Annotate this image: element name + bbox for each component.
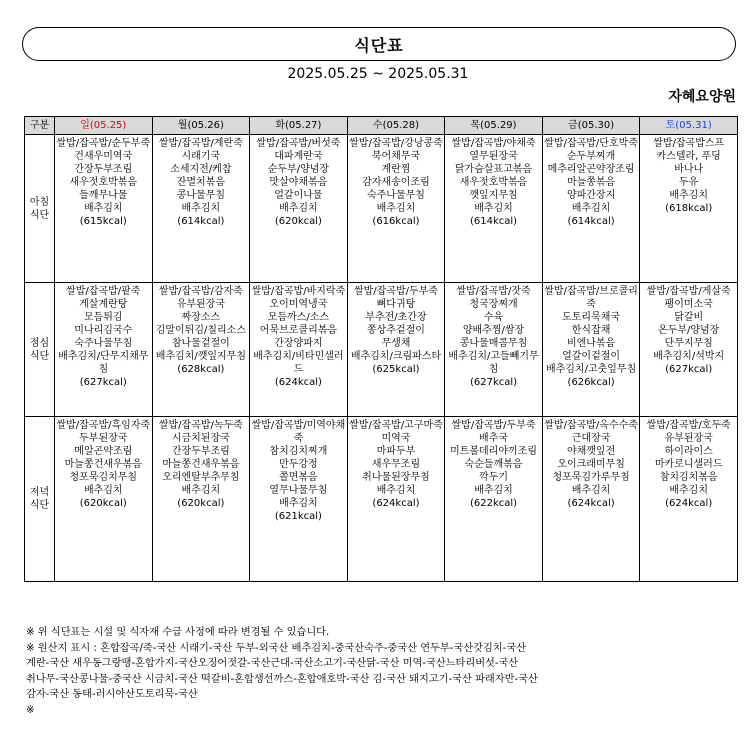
menu-item: 양배추찜/쌈장 xyxy=(462,325,525,336)
menu-item: 맛살야채볶음 xyxy=(269,177,328,188)
menu-item: 배추김치/석박지 xyxy=(653,351,725,362)
menu-item: 도토리묵채국 xyxy=(562,312,621,323)
menu-item: 모듬까스/소스 xyxy=(267,312,330,323)
menu-item: 청포묵김가루무침 xyxy=(552,472,630,483)
menu-item: 배추김치 xyxy=(376,485,416,496)
menu-cell xyxy=(152,417,250,582)
menu-item: (627kcal) xyxy=(665,364,713,375)
menu-item: 순두부/양념장 xyxy=(267,164,330,175)
menu-item: 한식잡채 xyxy=(571,325,611,336)
menu-item: 시금치된장국 xyxy=(171,433,230,444)
menu-item: 콩나물무침 xyxy=(176,190,225,201)
menu-item: 쌀밥/잡곡밥/옥수수죽 xyxy=(544,420,638,431)
note-line: 취나무-국산콩나물-중국산 시금치-국산 떡갈비-혼합생선까스-혼합애호박-국산 김-국산 돼지고기-국산 파래자반-국산 xyxy=(26,673,538,685)
meal-plan-table xyxy=(24,116,738,582)
menu-item: 어묵브로콜리볶음 xyxy=(259,325,338,336)
menu-item: 오리엔탈부추무침 xyxy=(162,472,240,483)
menu-item: 모듬튀김 xyxy=(83,312,123,323)
menu-item: (624kcal) xyxy=(665,498,713,509)
menu-item: 깻잎지무침 xyxy=(469,190,518,201)
menu-item: 단무지무침 xyxy=(664,338,713,349)
menu-item: 배추김치 xyxy=(669,485,708,496)
menu-item: 쌀밥/잡곡밥/순두부죽 xyxy=(56,138,151,149)
corner-header: 구분 xyxy=(25,117,55,135)
menu-cell xyxy=(445,417,543,582)
menu-item: 소세지전/케찹 xyxy=(170,164,232,175)
menu-item: 배추김치 xyxy=(279,203,318,214)
menu-item: 두부된장국 xyxy=(79,433,128,444)
menu-item: (621kcal) xyxy=(274,511,322,522)
menu-item: 오이미역냉국 xyxy=(269,299,328,310)
menu-item: 마늘쫑볶음 xyxy=(566,177,616,188)
menu-item: 쌀밥/잡곡밥/잣죽 xyxy=(456,286,531,297)
menu-item: 배추김치 xyxy=(571,203,611,214)
menu-cell xyxy=(152,283,250,417)
menu-item: 하이라이스 xyxy=(664,446,713,457)
meal-row xyxy=(25,135,738,283)
menu-item: (616kcal) xyxy=(372,216,420,227)
note-line: ※ 위 식단표는 시설 및 식자재 수급 사정에 따라 변경될 수 있습니다. xyxy=(26,627,330,638)
menu-cell xyxy=(250,135,348,283)
menu-item: 배추국 xyxy=(479,433,509,444)
day-header: 월(05.26) xyxy=(152,117,250,135)
menu-item: (626kcal) xyxy=(567,377,615,388)
table-header-row xyxy=(25,117,738,135)
menu-cell xyxy=(347,135,445,283)
menu-item: 쌀밥/잡곡밥/계란죽 xyxy=(158,138,243,149)
menu-item: 쌀밥/잡곡밥/강낭콩죽 xyxy=(349,138,443,149)
menu-item: 참나물겉절이 xyxy=(171,338,230,349)
menu-item: 취나물된장무침 xyxy=(362,472,430,483)
note-line: ※ 원산지 표시 : 혼합잡곡/죽-국산 시래기-국산 두부-외국산 배추김치-중국산숙주-중국산 연두부-국산갓김치-국산 xyxy=(26,642,527,654)
menu-item: 쌀밥/잡곡밥/미역야채죽 xyxy=(251,420,346,444)
menu-item: 배추김치/고들빼기무침 xyxy=(448,351,539,375)
menu-item: (625kcal) xyxy=(372,364,420,375)
menu-item: (614kcal) xyxy=(177,216,225,227)
menu-item: 순두부찌개 xyxy=(566,151,616,162)
menu-cell xyxy=(640,417,738,582)
menu-item: 깍두기 xyxy=(479,472,509,483)
menu-item: 닭가슴살표고볶음 xyxy=(454,164,533,175)
menu-item: 근대장국 xyxy=(571,433,611,444)
notes-section xyxy=(26,625,742,718)
title-banner xyxy=(22,27,736,61)
menu-item: 무생채 xyxy=(381,338,411,349)
day-header: 수(05.28) xyxy=(347,117,445,135)
menu-item: 계란찜 xyxy=(381,164,411,175)
menu-item: 쌀밥/잡곡밥/버섯죽 xyxy=(256,138,341,149)
menu-cell xyxy=(55,135,153,283)
menu-item: 메알곤약조림 xyxy=(74,446,133,457)
menu-item: 간장양파지 xyxy=(274,338,323,349)
menu-cell xyxy=(250,283,348,417)
menu-item: 쌀밥/잡곡밥/감자죽 xyxy=(158,286,243,297)
menu-item: 참치김치볶음 xyxy=(659,472,718,483)
menu-item: 뼈다귀탕 xyxy=(376,299,416,310)
meal-row xyxy=(25,283,738,417)
menu-item: 배추김치 xyxy=(571,485,611,496)
menu-item: 부추전/초간장 xyxy=(365,312,427,323)
menu-cell xyxy=(542,135,640,283)
menu-item: (627kcal) xyxy=(79,377,127,388)
menu-item: 들깨무나물 xyxy=(79,190,128,201)
menu-item: 새우젓호박볶음 xyxy=(69,177,138,188)
menu-item: 쌀밥/잡곡밥/야채죽 xyxy=(451,138,536,149)
menu-item: 쌀밥/잡곡밥/호두죽 xyxy=(646,420,731,431)
menu-item: 메추리알곤약장조림 xyxy=(547,164,635,175)
menu-item: 참치김치찌개 xyxy=(269,446,328,457)
meal-label: 아침 식단 xyxy=(25,135,55,283)
menu-item: 쌀밥/잡곡밥/녹두죽 xyxy=(158,420,243,431)
menu-item: 김말이튀김/칠리소스 xyxy=(155,325,246,336)
menu-item: 얼갈이나물 xyxy=(274,190,323,201)
menu-cell xyxy=(445,135,543,283)
menu-item: 배추김치 xyxy=(279,498,318,509)
meal-label: 저녁 식단 xyxy=(25,417,55,582)
menu-item: 쌀밥/잡곡밥/팥죽 xyxy=(66,286,141,297)
menu-item: 미나리김국수 xyxy=(74,325,133,336)
menu-item: 야채깻잎전 xyxy=(566,446,616,457)
menu-item: (618kcal) xyxy=(665,203,713,214)
menu-item: (614kcal) xyxy=(567,216,615,227)
meal-label: 점심 식단 xyxy=(25,283,55,417)
menu-item: 쌀밥/잡곡밥/두부죽 xyxy=(353,286,438,297)
menu-item: 콩나물매콤무침 xyxy=(459,338,528,349)
menu-cell xyxy=(347,283,445,417)
menu-item: 팽이미소국 xyxy=(664,299,713,310)
menu-item: (615kcal) xyxy=(79,216,127,227)
menu-item: 숙주나물무침 xyxy=(74,338,133,349)
menu-item: (614kcal) xyxy=(469,216,518,227)
menu-item: 얼갈이겉절이 xyxy=(562,351,621,362)
menu-item: 양파간장지 xyxy=(566,190,616,201)
menu-item: 대파계란국 xyxy=(274,151,323,162)
menu-item: 배추김치 xyxy=(181,203,221,214)
menu-cell xyxy=(640,283,738,417)
menu-item: 오이크래미무침 xyxy=(557,459,625,470)
menu-item: 수육 xyxy=(483,312,504,323)
menu-cell xyxy=(542,283,640,417)
menu-item: 북어채무국 xyxy=(371,151,421,162)
menu-cell xyxy=(445,283,543,417)
menu-item: 배추김치 xyxy=(474,485,513,496)
menu-item: 배추김치 xyxy=(669,190,708,201)
menu-item: 쌀밥/잡곡밥/바지락죽 xyxy=(251,286,346,297)
menu-cell xyxy=(347,417,445,582)
menu-item: (624kcal) xyxy=(274,377,322,388)
menu-cell xyxy=(55,417,153,582)
menu-item: 간장두부조림 xyxy=(171,446,230,457)
menu-item: 배추김치/비타민샐러드 xyxy=(253,351,344,375)
menu-item: (628kcal) xyxy=(177,364,225,375)
menu-item: 새우젓호박볶음 xyxy=(459,177,528,188)
menu-item: 만두강정 xyxy=(279,459,318,470)
menu-cell xyxy=(250,417,348,582)
menu-item: 건새우미역국 xyxy=(74,151,133,162)
menu-item: 마카로니샐러드 xyxy=(654,459,723,470)
menu-item: (620kcal) xyxy=(79,498,127,509)
menu-item: 배추김치 xyxy=(83,485,123,496)
menu-item: 배추김치/고춧잎무침 xyxy=(545,364,637,375)
menu-item: 청국장찌개 xyxy=(469,299,518,310)
menu-item: 숙순들깨볶음 xyxy=(464,459,523,470)
menu-item: 유부된장국 xyxy=(664,433,713,444)
meal-row xyxy=(25,417,738,582)
menu-item: 배추김치 xyxy=(474,203,513,214)
note-line: 감자-국산 동태-러시아산도토리묵-국산 xyxy=(26,689,198,700)
day-header: 화(05.27) xyxy=(250,117,348,135)
facility-name: 자혜요양원 xyxy=(668,89,736,105)
menu-item: 미트볼데리야끼조림 xyxy=(450,446,537,457)
menu-item: 쌀밥/잡곡밥/고구마죽 xyxy=(349,420,443,431)
menu-item: 쫑상추겉절이 xyxy=(366,325,425,336)
page-title: 식단표 xyxy=(354,35,404,55)
menu-item: 열무나물무침 xyxy=(269,485,328,496)
menu-cell xyxy=(152,135,250,283)
menu-item: 두유 xyxy=(679,177,699,188)
menu-item: 닭갈비 xyxy=(674,312,704,323)
menu-item: 배추김치 xyxy=(83,203,123,214)
menu-cell xyxy=(542,417,640,582)
day-header: 토(05.31) xyxy=(640,117,738,135)
menu-item: 쌀밥/잡곡밥/게살죽 xyxy=(646,286,731,297)
menu-item: 청포묵김치무침 xyxy=(69,472,138,483)
menu-item: (620kcal) xyxy=(274,216,322,227)
menu-item: 짜장소스 xyxy=(181,312,221,323)
menu-item: 비엔나볶음 xyxy=(566,338,616,349)
menu-item: 배추김치/깻잎지무침 xyxy=(155,351,246,362)
menu-item: 배추김치/단무지채무침 xyxy=(58,351,149,375)
day-header: 목(05.29) xyxy=(445,117,543,135)
date-range: 2025.05.25 ~ 2025.05.31 xyxy=(287,66,469,82)
menu-item: (627kcal) xyxy=(469,377,518,388)
menu-item: 감자새송이조림 xyxy=(362,177,430,188)
note-line: 계란-국산 새우동그랑땡-혼합가지-국산오징어젓갈-국산근대-국산소고기-국산닭-국산 미역-국산느타리버섯-국산 xyxy=(26,658,519,669)
menu-item: 배추김치 xyxy=(376,203,416,214)
menu-cell xyxy=(640,135,738,283)
menu-item: 간장두부조림 xyxy=(74,164,133,175)
menu-item: 배추김치 xyxy=(181,485,221,496)
menu-item: 마늘쫑건새우볶음 xyxy=(162,459,240,470)
menu-item: 시래기국 xyxy=(181,151,221,162)
menu-item: 유부된장국 xyxy=(176,299,225,310)
menu-item: 쫄면볶음 xyxy=(279,472,318,483)
menu-item: 쌀밥/잡곡밥/흑임자죽 xyxy=(56,420,151,431)
menu-item: 쌀밥/잡곡밥/두부죽 xyxy=(451,420,536,431)
menu-item: 온두부/양념장 xyxy=(658,325,720,336)
menu-cell xyxy=(55,283,153,417)
menu-item: 열무된장국 xyxy=(469,151,518,162)
menu-item: 미역국 xyxy=(381,433,411,444)
menu-item: 쌀밥/잡곡밥/브로콜리죽 xyxy=(544,286,638,310)
menu-item: 바나나 xyxy=(674,164,704,175)
menu-item: 잔멸치볶음 xyxy=(176,177,225,188)
menu-item: 카스텔라, 푸딩 xyxy=(656,151,721,162)
menu-item: (622kcal) xyxy=(469,498,518,509)
menu-item: 마파두부 xyxy=(376,446,416,457)
day-header: 금(05.30) xyxy=(542,117,640,135)
menu-item: 숙주나물무침 xyxy=(366,190,425,201)
menu-item: 쌀밥/잡곡밥/단호박죽 xyxy=(544,138,638,149)
menu-item: 쌀밥/잡곡밥스프 xyxy=(653,138,725,149)
menu-item: (624kcal) xyxy=(372,498,420,509)
menu-item: (620kcal) xyxy=(177,498,225,509)
menu-item: (624kcal) xyxy=(567,498,615,509)
note-line: ※ xyxy=(26,704,35,716)
menu-item: 배추김치/크림파스타 xyxy=(350,351,442,362)
menu-item: 마늘쫑건새우볶음 xyxy=(64,459,142,470)
menu-item: 게살계란탕 xyxy=(79,299,128,310)
day-header: 일(05.25) xyxy=(55,117,153,135)
menu-item: 새우무조림 xyxy=(371,459,421,470)
